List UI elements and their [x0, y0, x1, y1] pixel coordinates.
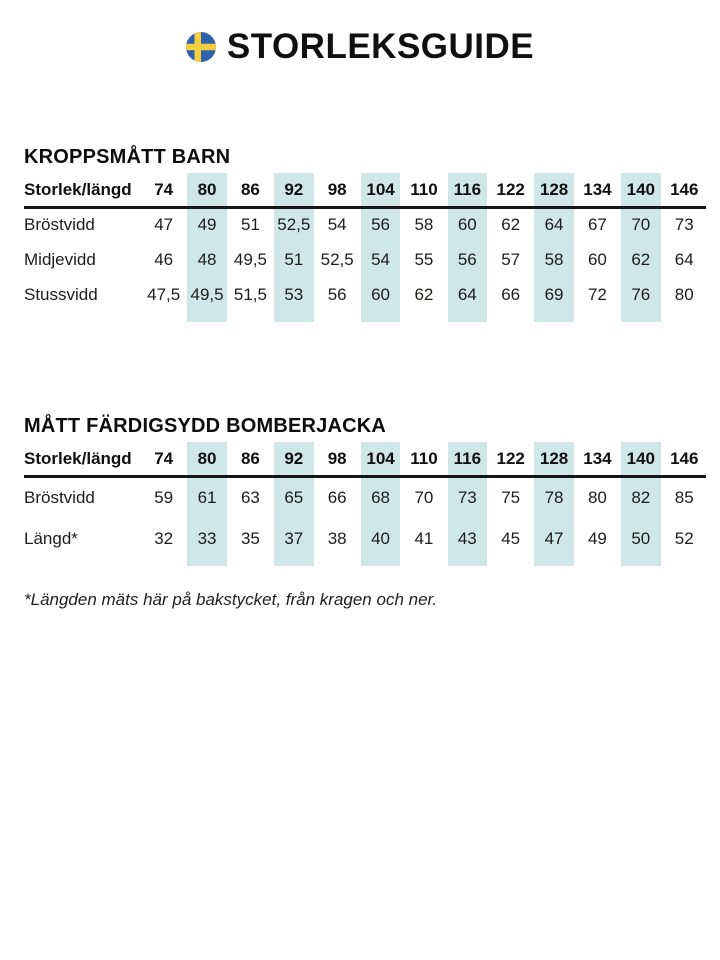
value-cell: 46: [154, 249, 174, 269]
value-cell: 78: [532, 476, 575, 518]
value-cell: 33: [185, 518, 228, 566]
size-header-cell: 146: [663, 173, 707, 207]
value-cell: 60: [359, 277, 402, 322]
section-kroppsmatt-barn: [0, 146, 720, 322]
value-cell: 47: [532, 518, 575, 566]
value-cell: 49: [587, 529, 607, 548]
size-header-cell: 128: [532, 173, 575, 207]
value-cell: 48: [185, 242, 228, 277]
value-cell: 43: [446, 518, 489, 566]
size-table-bomberjacka: [24, 442, 706, 566]
value-cell: 56: [359, 207, 402, 242]
value-cell: 80: [674, 284, 694, 304]
value-cell: 66: [501, 284, 521, 304]
value-cell: 76: [619, 277, 662, 322]
value-cell: 68: [359, 476, 402, 518]
value-cell: 49,5: [185, 277, 228, 322]
value-cell: 61: [185, 476, 228, 518]
value-cell: 37: [272, 518, 315, 566]
table-row: [24, 207, 706, 242]
value-cell: 58: [532, 242, 575, 277]
size-header-cell: 86: [229, 442, 272, 476]
table-row: [24, 476, 706, 518]
value-cell: 70: [619, 207, 662, 242]
value-cell: 32: [154, 529, 174, 548]
value-cell: 59: [154, 487, 174, 507]
value-cell: 62: [501, 215, 521, 235]
section-title-kroppsmatt-barn: KROPPSMÅTT BARN: [24, 146, 231, 168]
value-cell: 56: [446, 242, 489, 277]
size-header-cell: 98: [316, 442, 359, 476]
size-header-cell: 110: [402, 442, 445, 476]
section-title-bomberjacka: MÅTT FÄRDIGSYDD BOMBERJACKA: [24, 415, 387, 437]
value-cell: 73: [674, 215, 694, 235]
table-row: [24, 277, 706, 322]
value-cell: 51: [272, 242, 315, 277]
table-header-row: [24, 173, 706, 207]
value-cell: 80: [587, 487, 607, 507]
size-header-cell: 134: [576, 442, 619, 476]
value-cell: 72: [587, 284, 607, 304]
value-cell: 75: [501, 487, 521, 507]
value-cell: 54: [327, 215, 347, 235]
size-header-cell: 92: [272, 442, 315, 476]
value-cell: 64: [532, 207, 575, 242]
size-header-cell: 116: [446, 173, 489, 207]
value-cell: 66: [327, 487, 347, 507]
row-label-cell: Midjevidd: [24, 249, 96, 269]
value-cell: 62: [619, 242, 662, 277]
page-header: [0, 0, 720, 67]
value-cell: 55: [414, 249, 434, 269]
size-header-cell: 104: [359, 173, 402, 207]
value-cell: 85: [674, 487, 694, 507]
value-cell: 52,5: [272, 207, 315, 242]
value-cell: 57: [501, 249, 521, 269]
size-header-cell: 74: [142, 442, 185, 476]
size-header-cell: 140: [619, 442, 662, 476]
table-row: [24, 242, 706, 277]
value-cell: 62: [414, 284, 434, 304]
row-label-cell: Längd*: [24, 529, 78, 548]
value-cell: 45: [501, 529, 521, 548]
size-label-header-cell: Storlek/längd: [24, 442, 142, 476]
swedish-flag-icon: [186, 32, 216, 62]
value-cell: 51,5: [233, 284, 267, 304]
value-cell: 53: [272, 277, 315, 322]
value-cell: 60: [446, 207, 489, 242]
value-cell: 52: [674, 529, 694, 548]
value-cell: 47: [154, 215, 174, 235]
size-header-cell: 80: [185, 442, 228, 476]
size-header-cell: 116: [446, 442, 489, 476]
value-cell: 60: [587, 249, 607, 269]
value-cell: 51: [240, 215, 260, 235]
value-cell: 73: [446, 476, 489, 518]
row-label-cell: Bröstvidd: [24, 487, 95, 507]
size-header-cell: 128: [532, 442, 575, 476]
value-cell: 35: [240, 529, 260, 548]
table-header-row: [24, 442, 706, 476]
value-cell: 64: [674, 249, 694, 269]
size-header-cell: 140: [619, 173, 662, 207]
value-cell: 54: [359, 242, 402, 277]
value-cell: 41: [414, 529, 434, 548]
value-cell: 40: [359, 518, 402, 566]
size-header-cell: 86: [229, 173, 272, 207]
size-header-cell: 146: [663, 442, 707, 476]
value-cell: 50: [619, 518, 662, 566]
size-header-cell: 74: [142, 173, 185, 207]
value-cell: 47,5: [147, 284, 181, 304]
value-cell: 63: [240, 487, 260, 507]
value-cell: 56: [327, 284, 347, 304]
value-cell: 69: [532, 277, 575, 322]
size-header-cell: 92: [272, 173, 315, 207]
size-header-cell: 104: [359, 442, 402, 476]
value-cell: 38: [327, 529, 347, 548]
size-header-cell: 134: [576, 173, 619, 207]
size-header-cell: 80: [185, 173, 228, 207]
table-row: [24, 518, 706, 566]
value-cell: 70: [414, 487, 434, 507]
value-cell: 82: [619, 476, 662, 518]
size-header-cell: 122: [489, 442, 532, 476]
value-cell: 58: [414, 215, 434, 235]
size-table-kroppsmatt-barn: [24, 173, 706, 322]
value-cell: 67: [587, 215, 607, 235]
value-cell: 49,5: [233, 249, 267, 269]
row-label-cell: Bröstvidd: [24, 215, 95, 235]
page-title: STORLEKSGUIDE: [226, 27, 535, 66]
size-header-cell: 98: [316, 173, 359, 207]
value-cell: 52,5: [320, 249, 354, 269]
size-header-cell: 122: [489, 173, 532, 207]
value-cell: 64: [446, 277, 489, 322]
value-cell: 65: [272, 476, 315, 518]
size-header-cell: 110: [402, 173, 445, 207]
value-cell: 49: [185, 207, 228, 242]
row-label-cell: Stussvidd: [24, 284, 98, 304]
size-label-header-cell: Storlek/längd: [24, 173, 142, 207]
footnote: *Längden mäts här på bakstycket, från kragen och ner.: [24, 590, 438, 609]
section-matt-bomberjacka: [0, 415, 720, 566]
